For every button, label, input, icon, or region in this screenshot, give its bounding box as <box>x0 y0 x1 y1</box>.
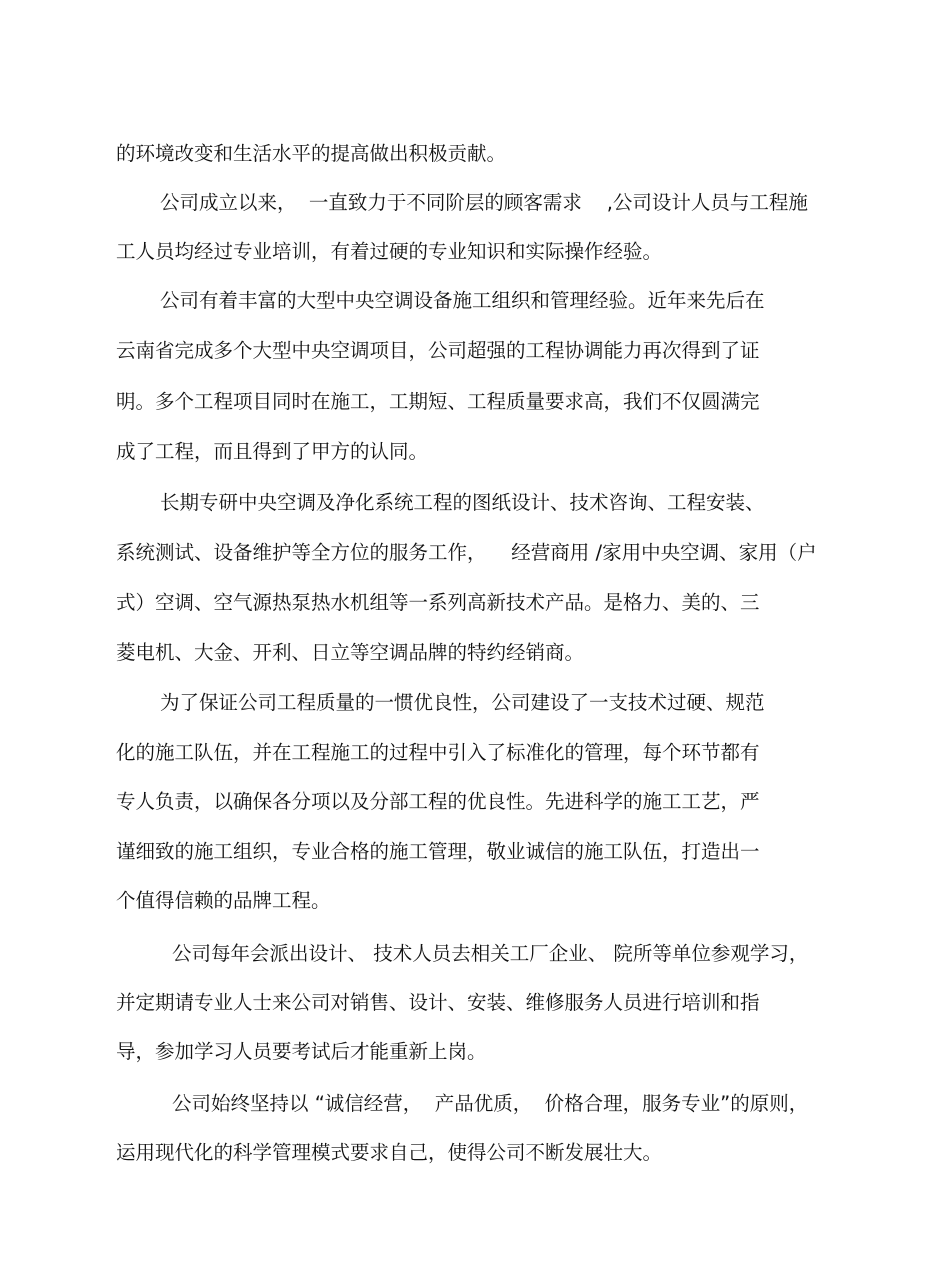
text-line: 工人员均经过专业培训，有着过硬的专业知识和实际操作经验。 <box>116 240 663 263</box>
text-line: 个值得信赖的品牌工程。 <box>116 889 331 912</box>
paragraph-first-line: 公司始终坚持以 “诚信经营， 产品优质， 价格合理，服务专业”的原则， <box>172 1092 809 1115</box>
paragraph-first-line: 长期专研中央空调及净化系统工程的图纸设计、技术咨询、工程安装、 <box>160 491 765 514</box>
text-line: 系统测试、设备维护等全方位的服务工作， 经营商用 /家用中央空调、家用（户 <box>116 541 817 564</box>
text-line: 成了工程，而且得到了甲方的认同。 <box>116 440 429 463</box>
paragraph-first-line: 公司每年会派出设计、 技术人员去相关工厂企业、 院所等单位参观学习， <box>172 942 809 965</box>
paragraph-first-line: 公司成立以来， 一直致力于不同阶层的顾客需求 ,公司设计人员与工程施 <box>160 191 808 214</box>
text-line: 菱电机、大金、开利、日立等空调品牌的特约经销商。 <box>116 641 585 664</box>
text-line: 的环境改变和生活水平的提高做出积极贡献。 <box>116 142 507 165</box>
text-line: 并定期请专业人士来公司对销售、设计、安装、维修服务人员进行培训和指 <box>116 991 760 1014</box>
text-line: 专人负责，以确保各分项以及分部工程的优良性。先进科学的施工工艺，严 <box>116 790 760 813</box>
text-line: 化的施工队伍，并在工程施工的过程中引入了标准化的管理，每个环节都有 <box>116 741 760 764</box>
paragraph-first-line: 公司有着丰富的大型中央空调设备施工组织和管理经验。近年来先后在 <box>160 289 765 312</box>
paragraph-first-line: 为了保证公司工程质量的一惯优良性，公司建设了一支技术过硬、规范 <box>160 691 765 714</box>
text-line: 明。多个工程项目同时在施工，工期短、工程质量要求高，我们不仅圆满完 <box>116 390 760 413</box>
text-line: 导，参加学习人员要考试后才能重新上岗。 <box>116 1040 487 1063</box>
text-line: 式）空调、空气源热泵热水机组等一系列高新技术产品。是格力、美的、三 <box>116 591 760 614</box>
text-line: 谨细致的施工组织，专业合格的施工管理，敬业诚信的施工队伍，打造出一 <box>116 840 760 863</box>
text-line: 运用现代化的科学管理模式要求自己，使得公司不断发展壮大。 <box>116 1141 663 1164</box>
text-line: 云南省完成多个大型中央空调项目，公司超强的工程协调能力再次得到了证 <box>116 339 760 362</box>
